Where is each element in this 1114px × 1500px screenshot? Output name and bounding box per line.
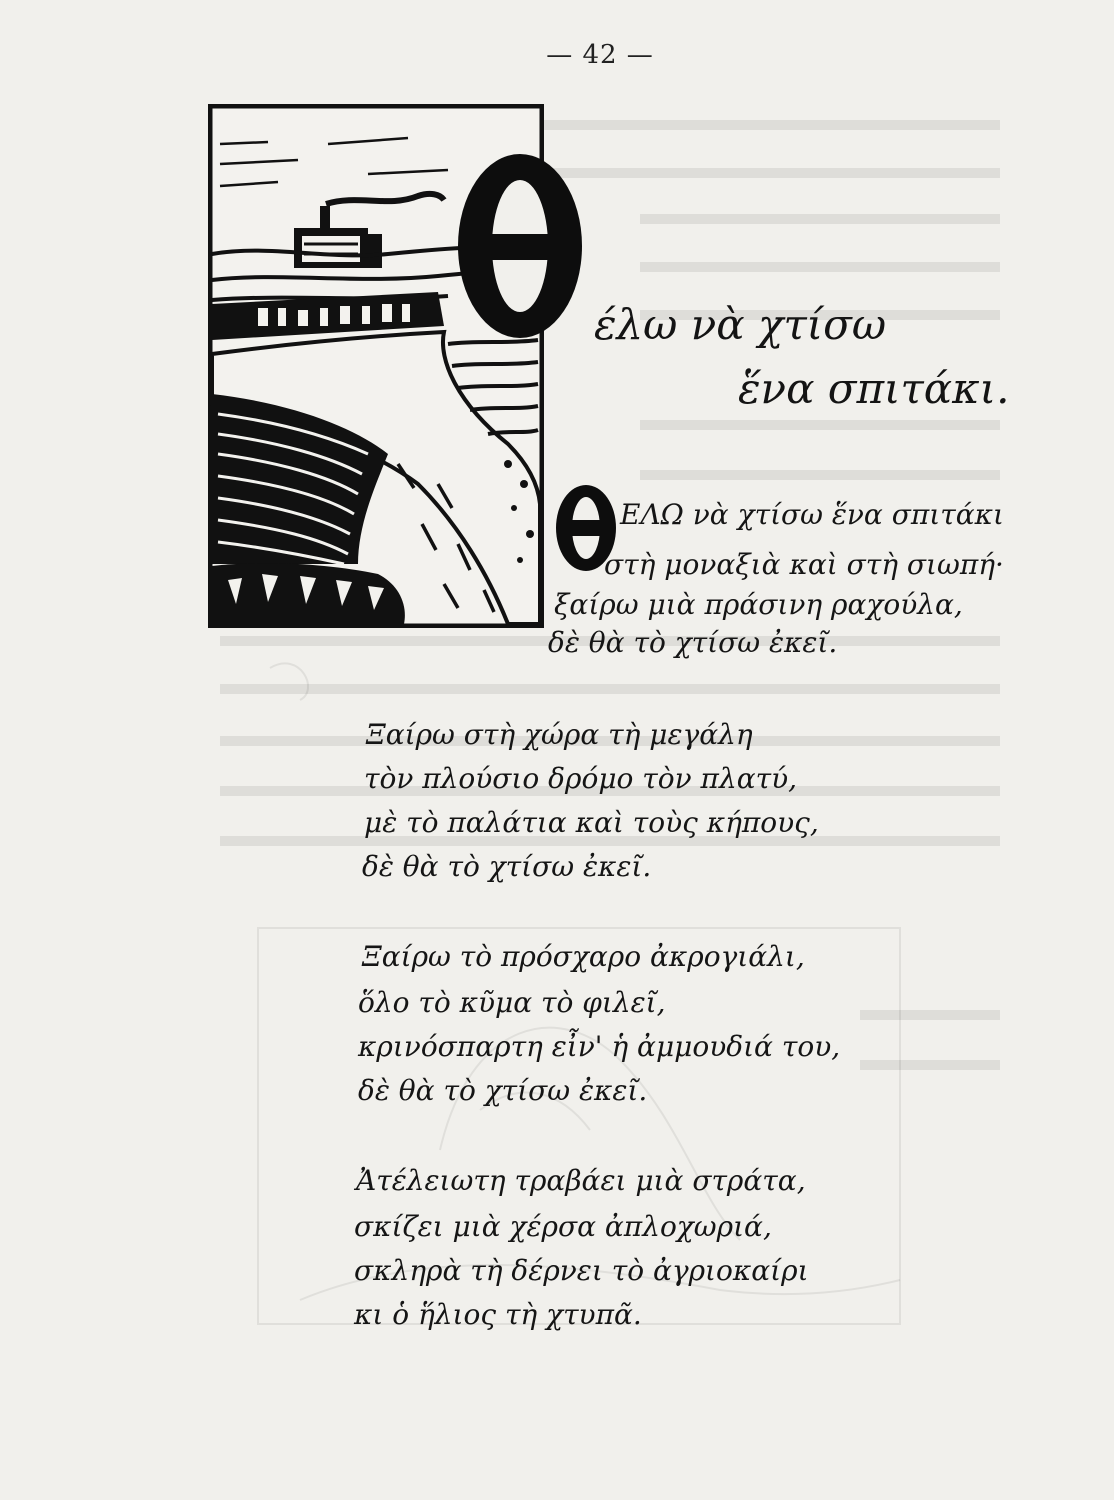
poem-line: ξαίρω μιὰ πράσινη ραχούλα, xyxy=(554,588,963,621)
poem-line: σκίζει μιὰ χέρσα ἀπλοχωριά, xyxy=(354,1210,772,1243)
poem-line: σκληρὰ τὴ δέρνει τὸ ἀγριοκαίρι xyxy=(354,1254,809,1287)
poem-line: κρινόσπαρτη εἶν' ἡ ἀμμουδιά του, xyxy=(358,1030,841,1063)
poem-line: τὸν πλούσιο δρόμο τὸν πλατύ, xyxy=(364,762,798,795)
title-line-2: ἕνα σπιτάκι. xyxy=(738,364,1010,413)
poem-line: Ἀτέλειωτη τραβάει μιὰ στράτα, xyxy=(356,1164,806,1197)
poem-line: μὲ τὸ παλάτια καὶ τοὺς κήπους, xyxy=(364,806,819,839)
poem-line: Ξαίρω στὴ χώρα τὴ μεγάλη xyxy=(366,718,753,751)
poem-line: ὅλο τὸ κῦμα τὸ φιλεῖ, xyxy=(358,986,666,1019)
poem-line: κι ὁ ἥλιος τὴ χτυπᾶ. xyxy=(354,1298,642,1331)
poem-line: ΕΛΩ νὰ χτίσω ἕνα σπιτάκι xyxy=(620,498,1004,531)
page-number: — 42 — xyxy=(546,40,654,70)
poem-line: Ξαίρω τὸ πρόσχαρο ἀκρογιάλι, xyxy=(362,940,805,973)
title-line-1: έλω νὰ χτίσω xyxy=(594,300,887,349)
poem-line: δὲ θὰ τὸ χτίσω ἐκεῖ. xyxy=(548,626,838,659)
poem-line: δὲ θὰ τὸ χτίσω ἐκεῖ. xyxy=(362,850,652,883)
ornamental-initial-theta xyxy=(452,148,588,344)
poem-line: δὲ θὰ τὸ χτίσω ἐκεῖ. xyxy=(358,1074,648,1107)
poem-line: στὴ μοναξιὰ καὶ στὴ σιωπή· xyxy=(604,548,1004,581)
